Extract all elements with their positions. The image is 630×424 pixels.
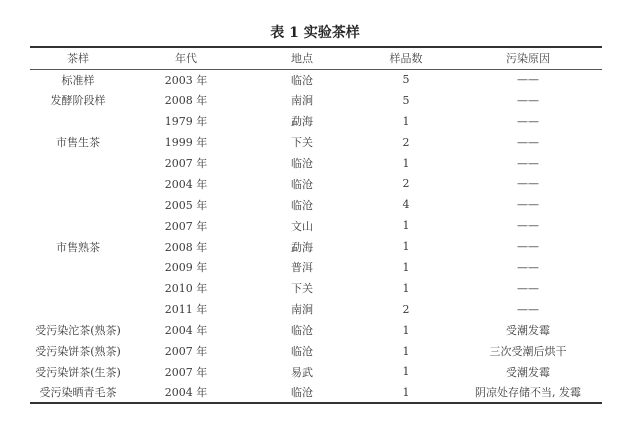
table-row bbox=[30, 341, 602, 362]
cell-count: 4 bbox=[402, 198, 410, 212]
cell-reason: 受潮发霉 bbox=[506, 365, 550, 379]
cell-year: 2007 年 bbox=[164, 365, 208, 379]
cell-year: 2004 年 bbox=[164, 177, 208, 191]
cell-place: 下关 bbox=[291, 136, 313, 150]
cell-year: 1999 年 bbox=[164, 136, 208, 150]
cell-place: 临沧 bbox=[291, 198, 313, 212]
cell-sample: 市售熟茶 bbox=[56, 240, 100, 254]
cell-count: 2 bbox=[402, 177, 410, 191]
cell-year: 2003 年 bbox=[164, 73, 208, 87]
cell-place: 勐海 bbox=[291, 115, 313, 129]
table-row bbox=[30, 320, 602, 341]
table-row bbox=[30, 278, 602, 299]
table-row bbox=[30, 111, 602, 132]
cell-year: 2004 年 bbox=[126, 382, 246, 403]
cell-year: 2007 年 bbox=[164, 219, 208, 233]
table-row bbox=[30, 90, 602, 111]
cell-count: 1 bbox=[402, 219, 410, 233]
table-row bbox=[30, 236, 602, 257]
cell-count: 2 bbox=[402, 135, 410, 149]
cell-year: 2007 年 bbox=[164, 345, 208, 359]
cell-sample: 受污染晒青毛茶 bbox=[30, 382, 126, 403]
table-row bbox=[30, 153, 602, 174]
cell-sample bbox=[30, 215, 126, 236]
cell-reason: —— bbox=[517, 260, 539, 274]
cell-reason: —— bbox=[517, 198, 539, 212]
cell-year: 2007 年 bbox=[164, 157, 208, 170]
cell-count: 1 bbox=[402, 344, 410, 358]
table-row bbox=[30, 173, 602, 194]
cell-reason: —— bbox=[517, 114, 539, 128]
cell-count: 1 bbox=[402, 281, 410, 295]
cell-place: 南涧 bbox=[291, 303, 313, 317]
cell-year: 2004 年 bbox=[164, 324, 208, 338]
cell-count: 1 bbox=[402, 240, 410, 254]
table-row bbox=[30, 257, 602, 278]
table-row bbox=[30, 194, 602, 215]
cell-count: 1 bbox=[402, 156, 410, 170]
cell-place: 临沧 bbox=[291, 345, 313, 359]
cell-reason: —— bbox=[517, 93, 539, 107]
cell-count: 5 bbox=[402, 73, 410, 87]
cell-count: 1 bbox=[402, 114, 410, 128]
cell-sample: 受污染沱茶(熟茶) bbox=[35, 324, 121, 338]
cell-sample bbox=[30, 173, 126, 194]
cell-year: 2008 年 bbox=[164, 240, 208, 254]
table-row bbox=[30, 69, 602, 90]
cell-place: 临沧 bbox=[291, 177, 313, 191]
sample-table bbox=[30, 46, 602, 404]
cell-sample: 发酵阶段样 bbox=[50, 94, 106, 108]
header-year: 年代 bbox=[126, 47, 246, 69]
cell-count: 1 bbox=[358, 382, 454, 403]
cell-sample bbox=[30, 257, 126, 278]
cell-reason: 阴凉处存储不当, 发霉 bbox=[454, 382, 602, 403]
cell-place: 易武 bbox=[291, 365, 313, 379]
cell-year: 2009 年 bbox=[164, 261, 208, 275]
cell-reason: —— bbox=[517, 219, 539, 233]
cell-reason: —— bbox=[517, 135, 539, 149]
cell-sample bbox=[30, 153, 126, 174]
cell-sample: 标准样 bbox=[61, 73, 95, 87]
cell-reason: 受潮发霉 bbox=[506, 324, 550, 338]
cell-reason: —— bbox=[517, 240, 539, 254]
cell-place: 下关 bbox=[291, 282, 313, 296]
header-count: 样品数 bbox=[358, 47, 454, 69]
cell-reason: —— bbox=[517, 73, 539, 87]
cell-count: 1 bbox=[402, 323, 410, 337]
cell-place: 临沧 bbox=[246, 382, 358, 403]
table-caption: 表 1 实验茶样 bbox=[270, 25, 360, 41]
cell-year: 1979 年 bbox=[164, 115, 208, 129]
cell-year: 2010 年 bbox=[164, 282, 208, 296]
cell-place: 文山 bbox=[291, 219, 313, 233]
cell-place: 勐海 bbox=[291, 240, 313, 254]
cell-year: 2011 年 bbox=[164, 303, 208, 317]
table-row bbox=[30, 215, 602, 236]
cell-reason: —— bbox=[517, 156, 539, 170]
cell-place: 南涧 bbox=[291, 94, 313, 108]
table-header-row bbox=[30, 47, 602, 69]
cell-place: 临沧 bbox=[291, 157, 313, 170]
header-place: 地点 bbox=[246, 47, 358, 69]
cell-count: 2 bbox=[402, 302, 410, 316]
cell-sample bbox=[30, 278, 126, 299]
cell-year: 2008 年 bbox=[164, 94, 208, 108]
cell-sample bbox=[30, 111, 126, 132]
cell-reason: 三次受潮后烘干 bbox=[489, 345, 567, 359]
cell-sample: 受污染饼茶(熟茶) bbox=[35, 345, 121, 359]
cell-count: 1 bbox=[402, 365, 410, 379]
header-sample: 茶样 bbox=[30, 47, 126, 69]
table-row bbox=[30, 299, 602, 320]
cell-sample: 市售生茶 bbox=[56, 136, 100, 150]
cell-reason: —— bbox=[517, 302, 539, 316]
cell-count: 5 bbox=[402, 93, 410, 107]
table-row bbox=[30, 361, 602, 382]
cell-place: 临沧 bbox=[291, 324, 313, 338]
table-row bbox=[30, 382, 602, 403]
table-row bbox=[30, 132, 602, 153]
cell-reason: —— bbox=[517, 281, 539, 295]
cell-count: 1 bbox=[402, 260, 410, 274]
cell-reason: —— bbox=[517, 177, 539, 191]
cell-sample bbox=[30, 299, 126, 320]
cell-place: 普洱 bbox=[291, 261, 313, 275]
header-reason: 污染原因 bbox=[454, 47, 602, 69]
cell-year: 2005 年 bbox=[164, 198, 208, 212]
cell-sample: 受污染饼茶(生茶) bbox=[35, 365, 121, 379]
cell-sample bbox=[30, 194, 126, 215]
cell-place: 临沧 bbox=[291, 73, 313, 87]
